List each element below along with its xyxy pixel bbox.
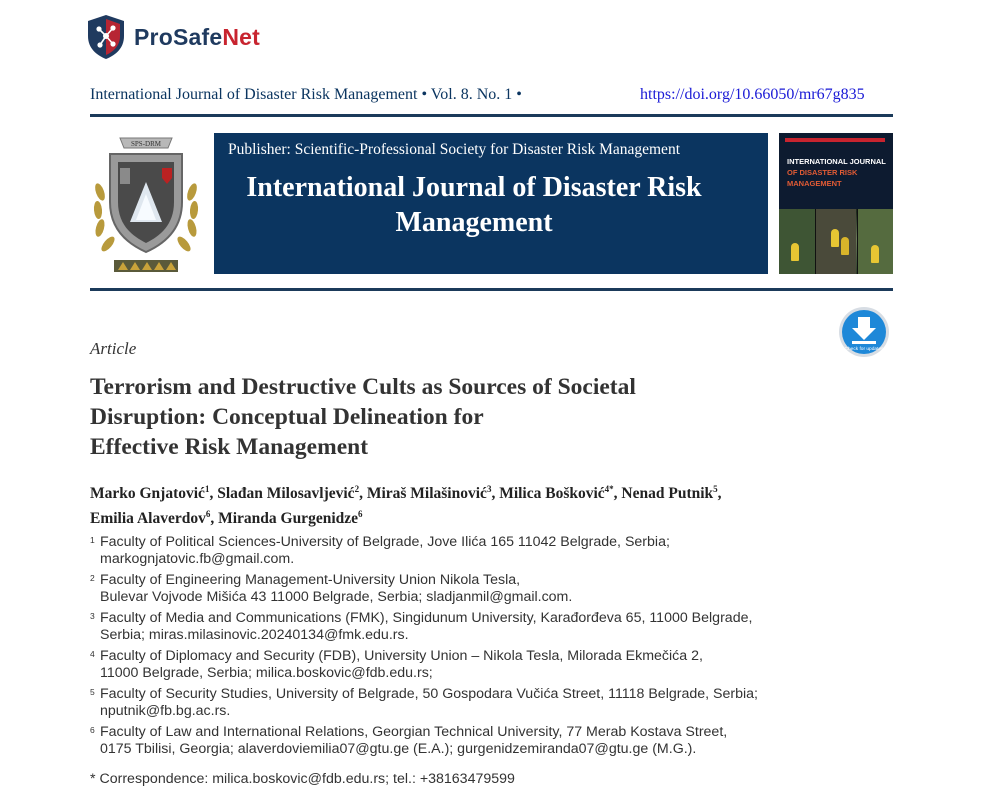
affiliation-number: 1: [90, 535, 95, 545]
affiliation-text: Faculty of Political Sciences-University of Belgrade, Jove Ilića 165 11042 Belgrade, Serbia;: [100, 534, 670, 550]
author-list: [90, 479, 900, 529]
correspondence-line[interactable]: * Correspondence: milica.boskovic@fdb.edu.rs; tel.: +38163479599: [90, 771, 515, 787]
author-sep: ,: [209, 485, 218, 503]
author-affil-sup: 3: [486, 484, 492, 494]
affiliation-item: [90, 534, 900, 567]
author-sep: ,: [491, 485, 500, 503]
affiliation-email[interactable]: nputnik@fb.bg.ac.rs.: [100, 702, 231, 719]
banner-publisher: Publisher: Scientific-Professional Society for Disaster Risk Management: [228, 141, 680, 158]
author-line1: [90, 479, 900, 504]
author-name[interactable]: Miranda Gurgenidze: [218, 510, 359, 528]
affiliation-email[interactable]: 11000 Belgrade, Serbia; milica.boskovic@fdb.edu.rs;: [100, 664, 433, 681]
affiliation-number: 2: [90, 573, 95, 583]
affiliation-email[interactable]: 0175 Tbilisi, Georgia; alaverdoviemilia07@gtu.ge (E.A.); gurgenidzemiranda07@gtu.ge (M.G.).: [100, 740, 697, 757]
affiliation-number: 3: [90, 611, 95, 621]
society-emblem-icon: [90, 132, 202, 276]
emblem-ribbon-text: SPS-DRM: [131, 140, 161, 148]
author-affil-sup: 5: [713, 484, 718, 494]
journal-citation-line: International Journal of Disaster Risk Management • Vol. 8. No. 1 •: [90, 86, 522, 103]
cover-title-line2: OF DISASTER RISK: [787, 168, 858, 177]
check-updates-label-2: updates: [866, 347, 884, 352]
doi-link[interactable]: https://doi.org/10.66050/mr67g835: [640, 86, 865, 103]
cover-title-line1: INTERNATIONAL JOURNAL: [787, 157, 886, 166]
article-type: Article: [90, 339, 137, 358]
check-updates-label-1: Check for: [844, 347, 866, 352]
article-title: [90, 372, 870, 462]
affiliation-item: [90, 648, 900, 681]
banner-divider: [90, 288, 893, 291]
author-affil-sup: 2: [354, 484, 360, 494]
affiliation-email[interactable]: markognjatovic.fb@gmail.com.: [100, 550, 295, 567]
author-line2: [90, 504, 900, 529]
affiliation-number: 6: [90, 725, 95, 735]
author-affil-sup: 1: [204, 484, 210, 494]
affiliation-number: 5: [90, 687, 95, 697]
author-sep: ,: [210, 510, 219, 528]
journal-banner: [214, 133, 768, 274]
network-shield-icon: [86, 14, 126, 60]
check-updates-label: [845, 346, 885, 352]
affiliation-item: [90, 572, 900, 605]
article-title-line2: Disruption: Conceptual Delineation for: [90, 404, 484, 430]
cover-title-line3: MANAGEMENT: [787, 179, 842, 188]
cover-accent-bar: [785, 138, 885, 142]
author-name[interactable]: Nenad Putnik: [621, 485, 714, 503]
affiliation-text: Faculty of Engineering Management-University Union Nikola Tesla,: [100, 572, 521, 588]
author-affil-sup: 6: [358, 509, 363, 520]
affiliation-email[interactable]: Serbia; miras.milasinovic.20240134@fmk.edu.rs.: [100, 626, 409, 643]
author-sep: ,: [613, 485, 622, 503]
logo-wordmark-net: Net: [222, 23, 260, 50]
affiliation-item: [90, 610, 900, 643]
author-affil-sup: 6: [205, 509, 211, 520]
logo-wordmark-prosafe: ProSafe: [134, 23, 223, 50]
journal-cover-thumbnail[interactable]: [779, 133, 893, 274]
header-divider: [90, 114, 893, 117]
author-affil-sup: 4*: [604, 484, 614, 494]
banner-journal-title: International Journal of Disaster Risk Management: [246, 172, 702, 238]
affiliation-text: Faculty of Diplomacy and Security (FDB), University Union – Nikola Tesla, Milorada Ekmečića 2,: [100, 648, 703, 664]
cover-photo-collage: [779, 209, 893, 274]
article-title-line1: Terrorism and Destructive Cults as Sources of Societal: [90, 374, 636, 400]
author-name[interactable]: Emilia Alaverdov: [90, 510, 206, 528]
prosafenet-logo[interactable]: [86, 14, 260, 60]
author-name[interactable]: Slađan Milosavljević: [217, 485, 355, 503]
check-for-updates-button[interactable]: [838, 306, 890, 358]
author-name[interactable]: Milica Bošković: [499, 485, 605, 503]
cover-header: [779, 133, 893, 209]
affiliation-text: Faculty of Law and International Relations, Georgian Technical University, 77 Merab Kostava Street,: [100, 724, 728, 740]
author-sep: ,: [359, 485, 367, 503]
author-sep: ,: [717, 485, 722, 503]
author-name[interactable]: Miraš Milašinović: [366, 485, 487, 503]
logo-wordmark: [134, 24, 260, 51]
affiliation-text: Faculty of Security Studies, University of Belgrade, 50 Gospodara Vučića Street, 11118 Belgrade, Serbia;: [100, 686, 758, 702]
affiliation-item: [90, 686, 900, 719]
affiliation-text: Faculty of Media and Communications (FMK), Singidunum University, Karađorđeva 65, 11000 Belgrade,: [100, 610, 753, 626]
affiliation-email[interactable]: Bulevar Vojvode Mišića 43 11000 Belgrade, Serbia; sladjanmil@gmail.com.: [100, 588, 573, 605]
affiliation-number: 4: [90, 649, 95, 659]
affiliation-item: [90, 724, 900, 757]
affiliation-list: [90, 534, 900, 762]
author-name[interactable]: Marko Gnjatović: [90, 485, 205, 503]
article-title-line3: Effective Risk Management: [90, 434, 369, 460]
